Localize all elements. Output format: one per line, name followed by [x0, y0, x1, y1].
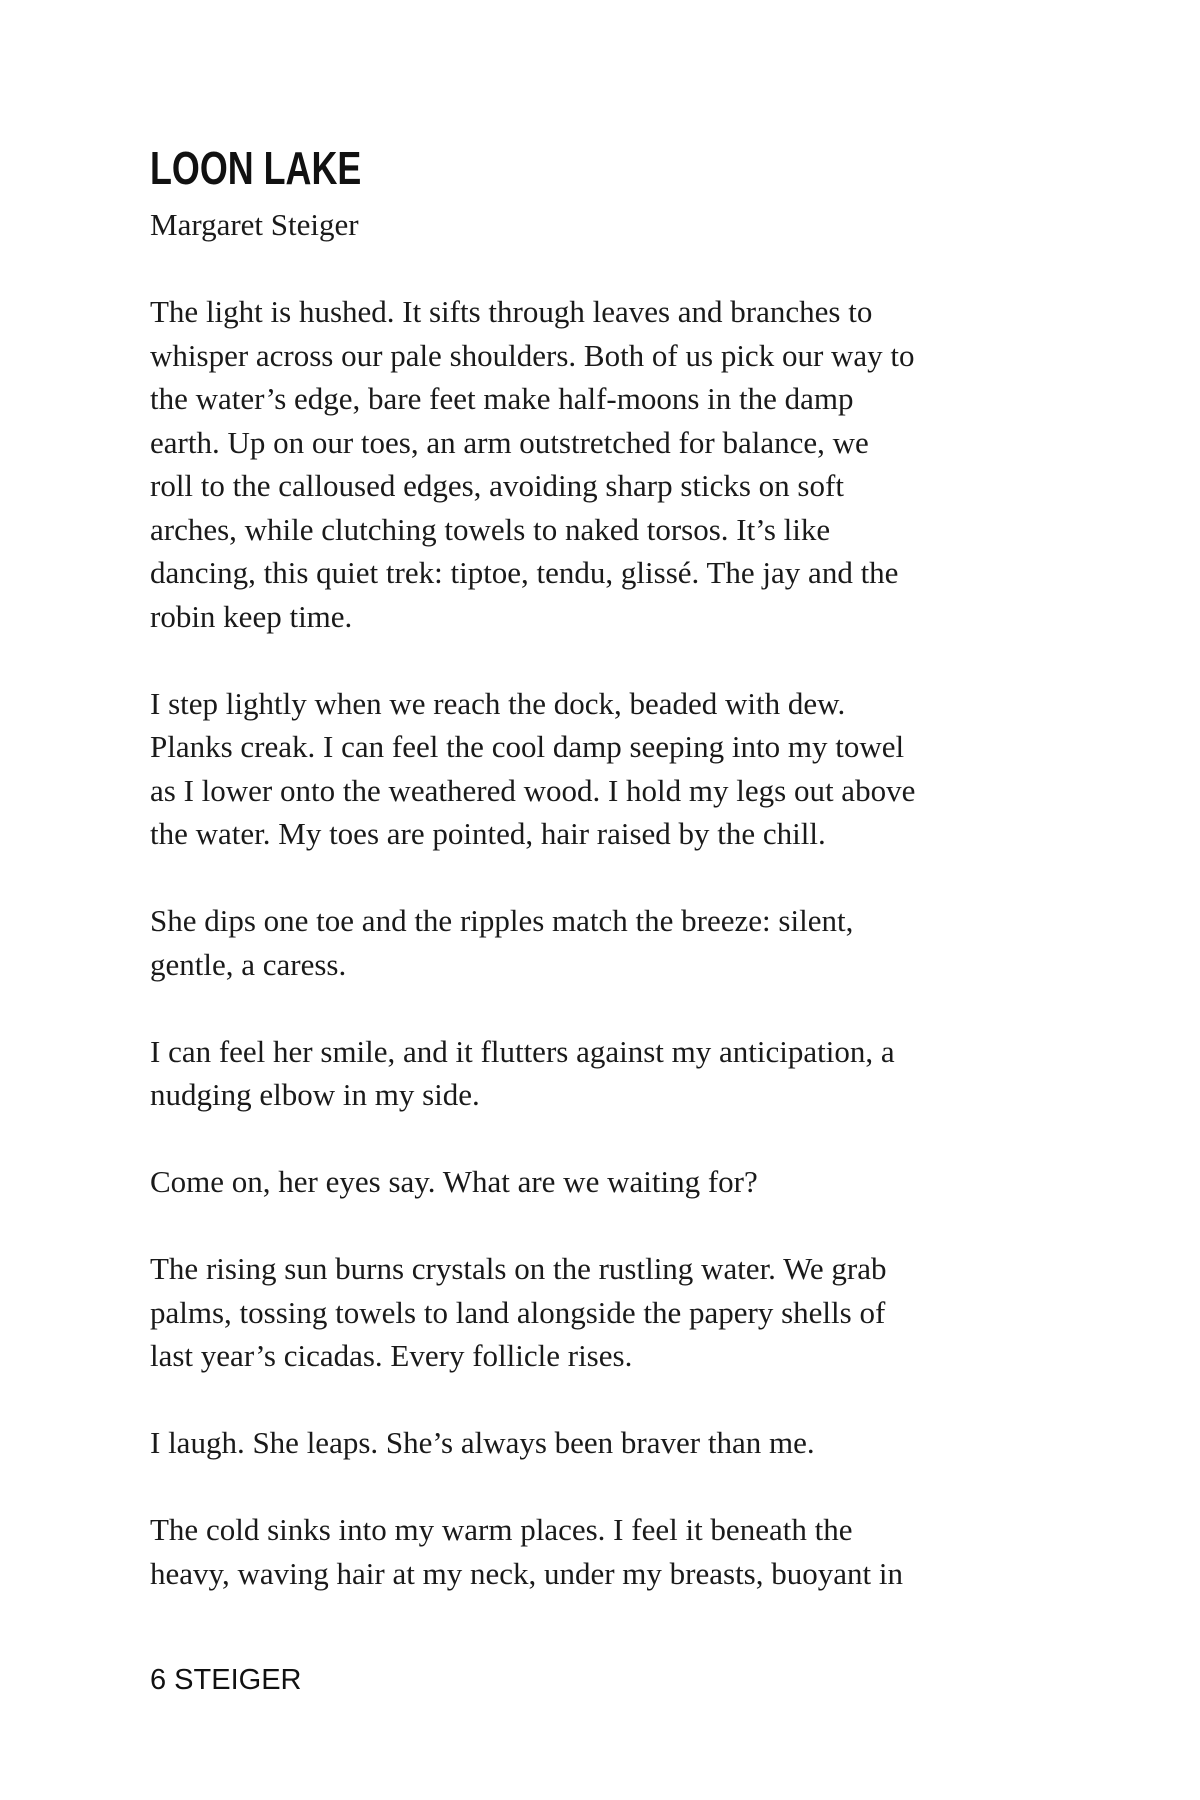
- paragraph-line: I laugh. She leaps. She’s always been braver than me.: [150, 1425, 815, 1460]
- paragraph-line: Planks creak. I can feel the cool damp seeping into my towel: [150, 729, 905, 764]
- page-footer: 6 STEIGER: [150, 1664, 302, 1696]
- paragraph-line: earth. Up on our toes, an arm outstretched for balance, we: [150, 424, 869, 460]
- paragraph-line: The cold sinks into my warm places. I feel it beneath the: [150, 1512, 853, 1547]
- story-paragraph: [150, 1247, 1050, 1378]
- paragraph-line: the water’s edge, bare feet make half-moons in the damp: [150, 381, 854, 416]
- paragraph-line: The rising sun burns crystals on the rustling water. We grab: [150, 1251, 887, 1286]
- paragraph-line: dancing, this quiet trek: tiptoe, tendu, glissé. The jay and the: [150, 555, 899, 590]
- paragraph-line: She dips one toe and the ripples match the breeze: silent,: [150, 903, 854, 938]
- paragraph-line: I can feel her smile, and it flutters against my anticipation, a: [150, 1033, 895, 1069]
- paragraph-line: last year’s cicadas. Every follicle rises.: [150, 1338, 633, 1373]
- paragraph-line: robin keep time.: [150, 598, 353, 634]
- story-paragraph: [150, 290, 1050, 638]
- story-body: [150, 290, 1050, 1595]
- story-paragraph: [150, 1508, 1050, 1595]
- story-paragraph: [150, 682, 1050, 856]
- paragraph-line: gentle, a caress.: [150, 946, 347, 982]
- story-paragraph: [150, 899, 1050, 986]
- author-name: Margaret Steiger: [150, 207, 359, 242]
- paragraph-line: palms, tossing towels to land alongside the papery shells of: [150, 1294, 886, 1330]
- paragraph-line: Come on, her eyes say. What are we waiting for?: [150, 1164, 758, 1199]
- paragraph-line: The light is hushed. It sifts through leaves and branches to: [150, 294, 873, 329]
- paragraph-line: I step lightly when we reach the dock, beaded with dew.: [150, 685, 846, 721]
- story-paragraph: [150, 1160, 1050, 1204]
- story-title: LOON LAKE: [150, 142, 362, 194]
- paragraph-line: as I lower onto the weathered wood. I hold my legs out above: [150, 772, 916, 808]
- paragraph-line: heavy, waving hair at my neck, under my breasts, buoyant in: [150, 1555, 903, 1591]
- paragraph-line: roll to the calloused edges, avoiding sharp sticks on soft: [150, 468, 844, 503]
- story-paragraph: [150, 1030, 1050, 1117]
- story-paragraph: [150, 1421, 1050, 1465]
- paragraph-line: whisper across our pale shoulders. Both of us pick our way to: [150, 337, 915, 373]
- paragraph-line: the water. My toes are pointed, hair raised by the chill.: [150, 816, 826, 851]
- paragraph-line: arches, while clutching towels to naked torsos. It’s like: [150, 511, 831, 547]
- paragraph-line: nudging elbow in my side.: [150, 1077, 480, 1112]
